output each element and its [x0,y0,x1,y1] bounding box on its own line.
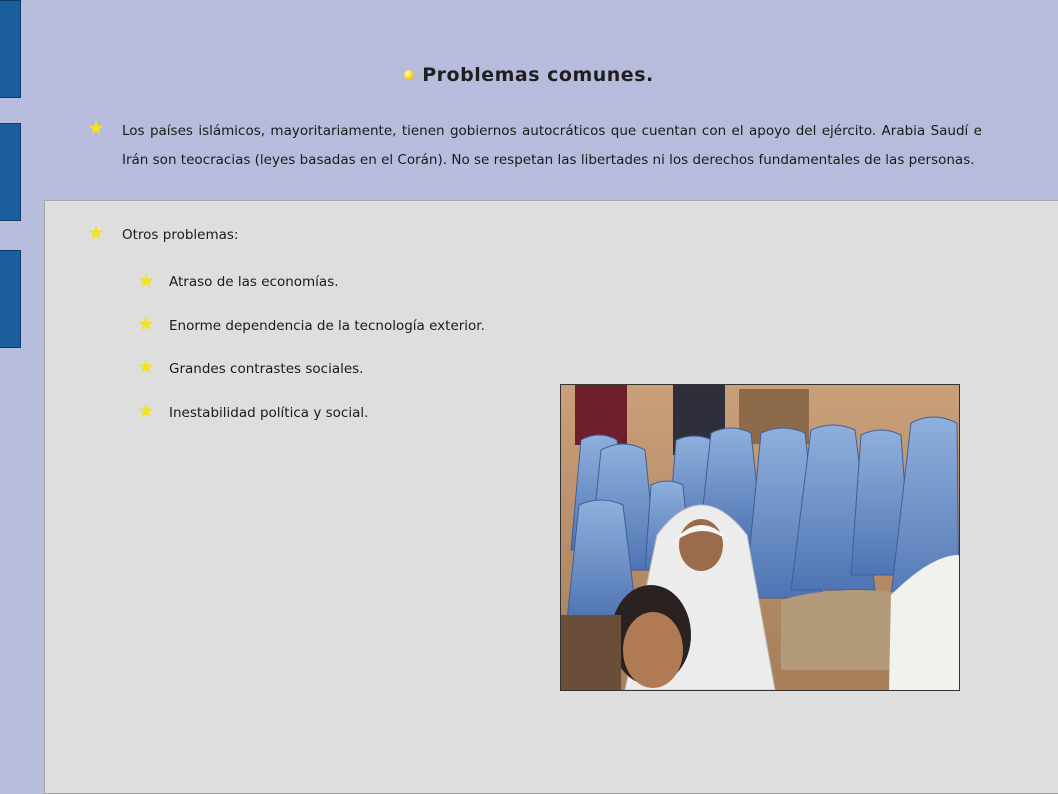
side-tab-3 [0,250,21,348]
sub-item: Enorme dependencia de la tecnología exterior. [169,318,485,334]
title-row [0,64,1058,86]
page-title-text: Problemas comunes. [422,64,654,86]
side-tab-2 [0,123,21,221]
star-bullet-icon [88,120,104,136]
photo-women-burqa [560,384,960,691]
sub-item: Inestabilidad política y social. [169,405,369,421]
page-title [404,64,653,86]
sub-item: Atraso de las economías. [169,274,339,290]
sub-item: Grandes contrastes sociales. [169,361,364,377]
other-problems-label: Otros problemas: [122,227,239,243]
title-bullet-icon [404,70,414,80]
intro-paragraph: Los países islámicos, mayoritariamente, tienen gobiernos autocráticos que cuentan con el apoyo del ejército. Arabia Saudí e Irán son teocracias (leyes basadas en el Corán). No se respetan las libertades ni los derechos fundamentales de las personas. [122,123,982,168]
